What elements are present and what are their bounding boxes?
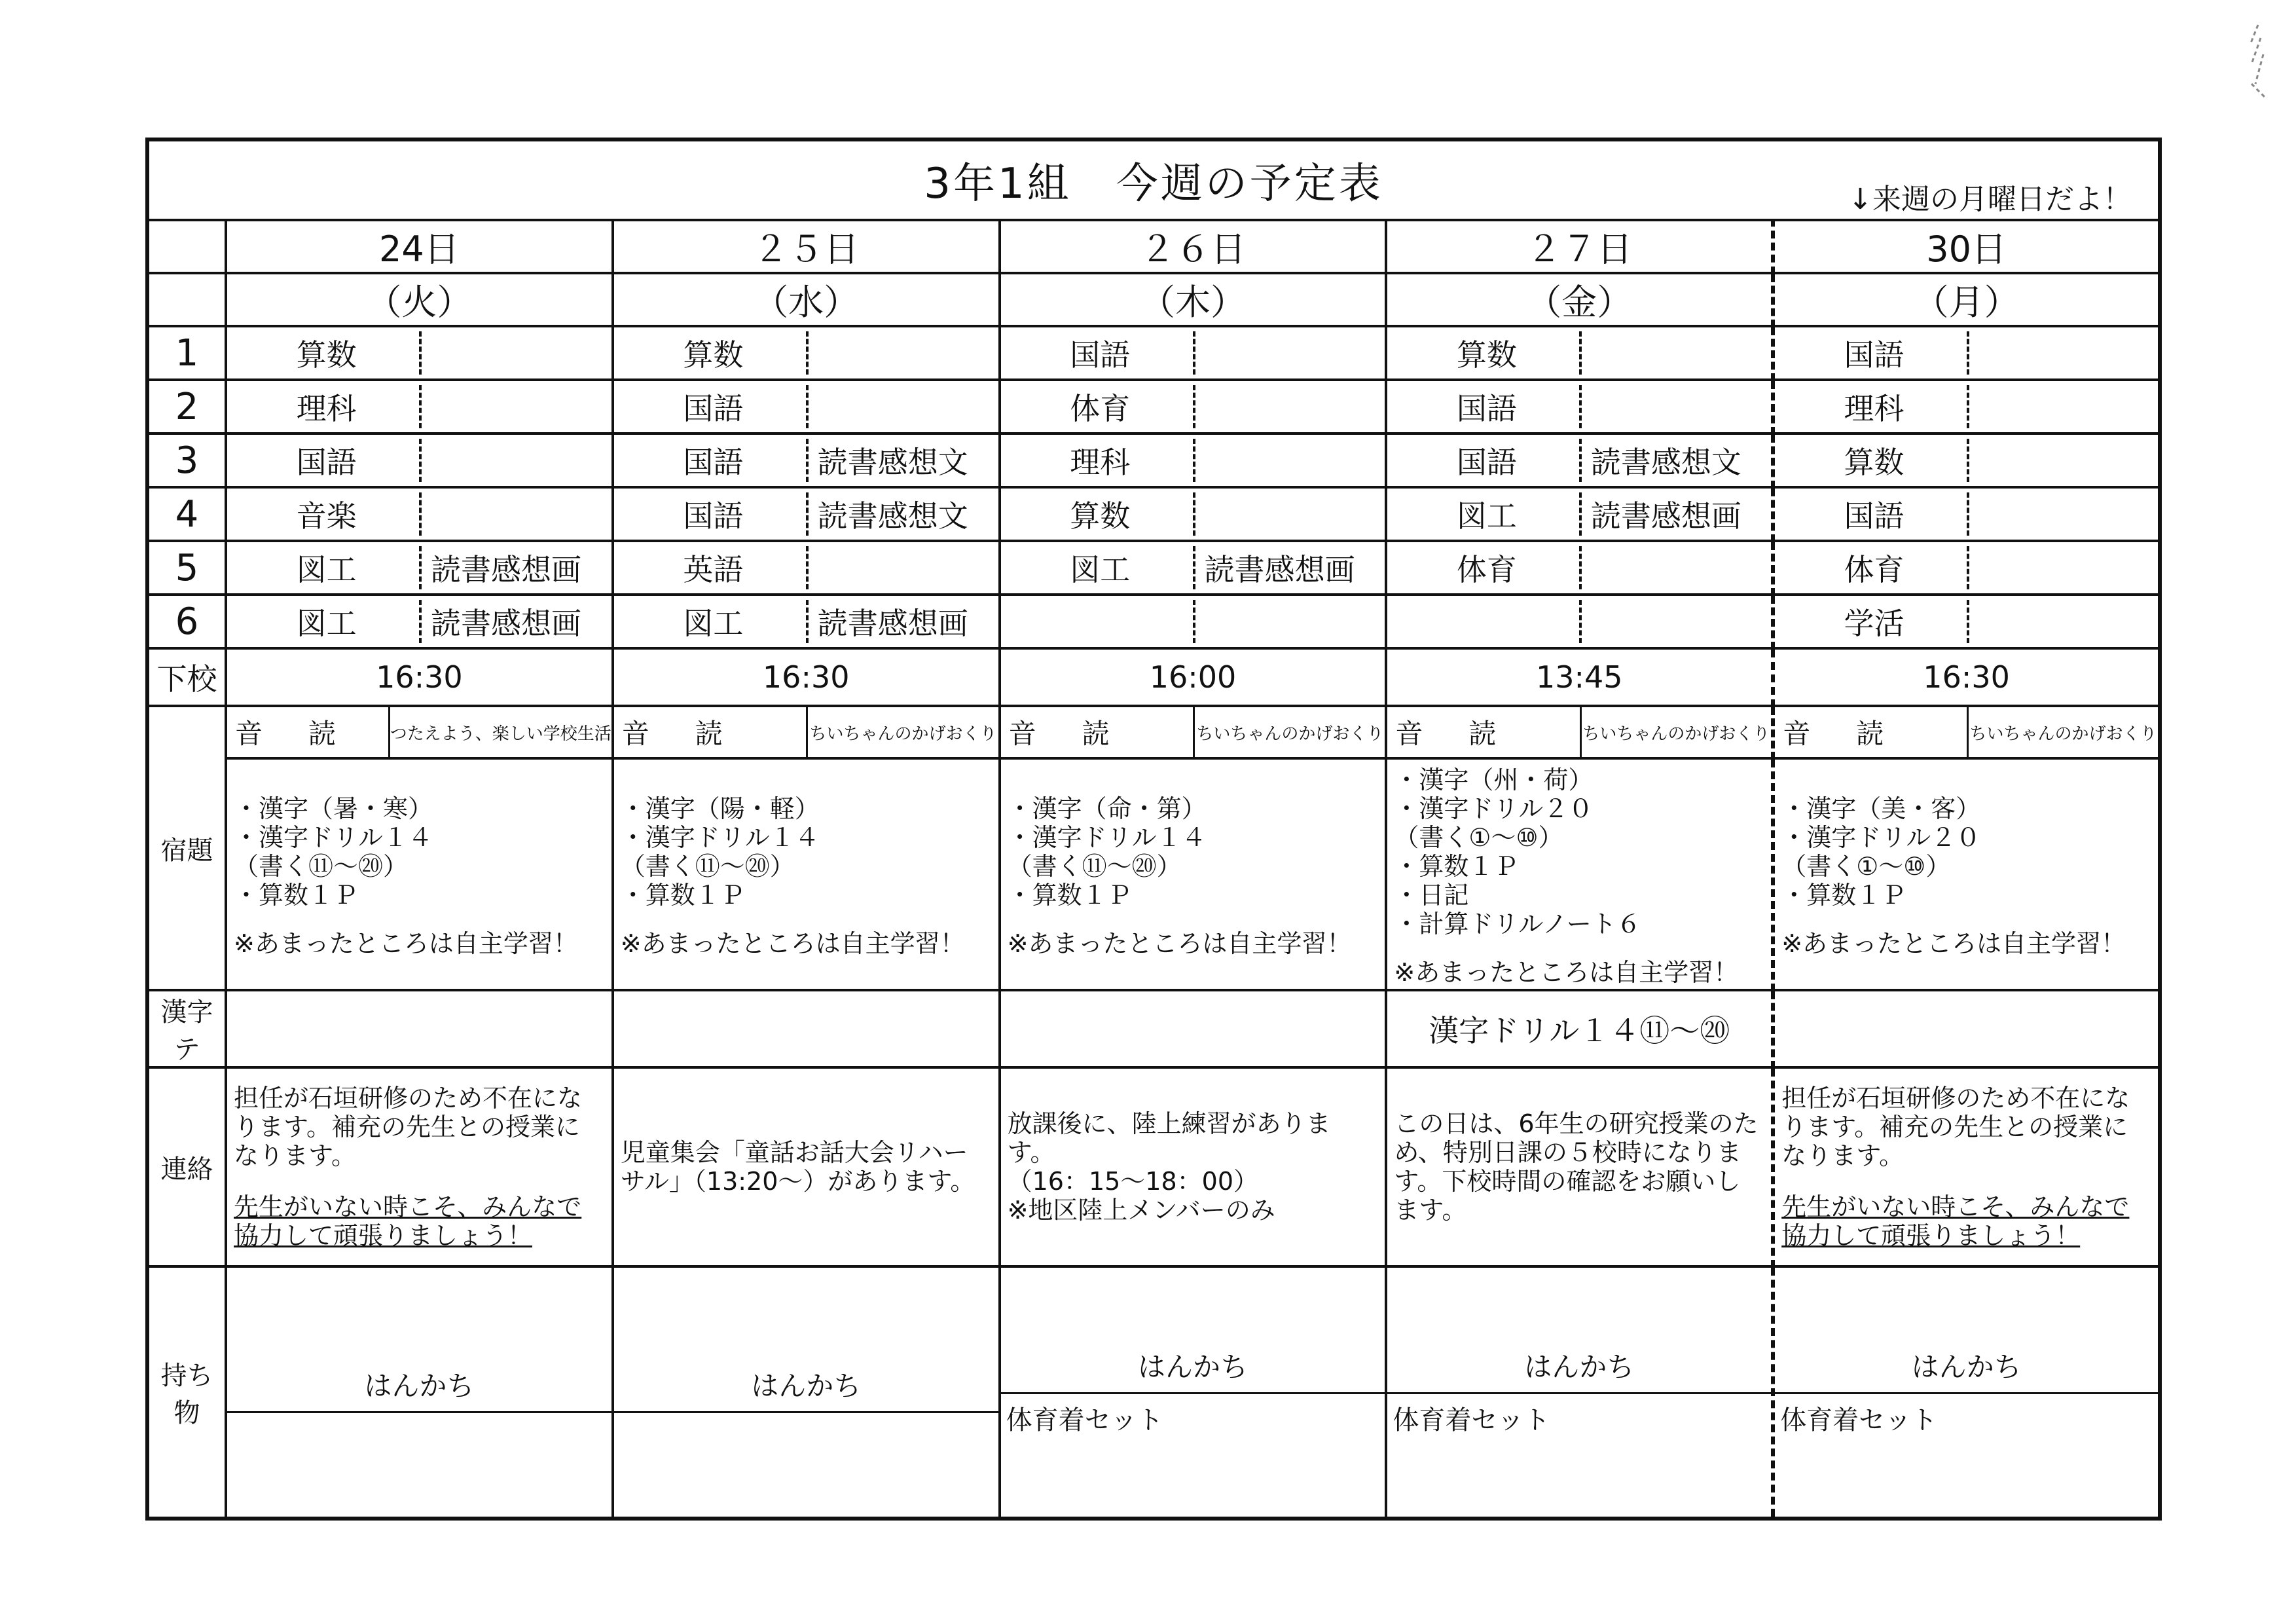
- period-cell: [226, 541, 613, 595]
- subject: 算数: [296, 337, 357, 373]
- date-cell: ２６日: [1000, 220, 1387, 273]
- kanji-test-cell: [226, 990, 613, 1067]
- ondoku-cell: [1773, 706, 2160, 758]
- subject: 国語: [683, 391, 744, 426]
- homework-cell: [1773, 758, 2160, 990]
- subject: 英語: [683, 552, 744, 587]
- period-cell: [1000, 595, 1387, 648]
- cell-divider: [1193, 331, 1195, 375]
- message-line: この日は、6年生の研究授業のため、特別日課の５校時になります。下校時間の確認をお願いします。: [1394, 1109, 1758, 1225]
- homework-note: ※あまったところは自主学習！: [1007, 929, 1352, 958]
- subject: 国語: [1456, 445, 1517, 480]
- cell-divider: [1579, 600, 1582, 643]
- subject-note: 読書感想画: [1590, 498, 1741, 534]
- homework-item: ・計算ドリルノート６: [1394, 910, 1641, 938]
- homework-label: 宿題: [147, 706, 226, 990]
- date-cell: ２５日: [613, 220, 1000, 273]
- weekday-cell: （金）: [1386, 273, 1773, 326]
- belongings-cell: [1773, 1266, 2160, 1519]
- homework-item: ・漢字（命・第）: [1007, 794, 1207, 823]
- period-cell: [613, 326, 1000, 380]
- ondoku-label: 音 読: [1387, 707, 1581, 757]
- period-cell: [1386, 326, 1773, 380]
- period-cell: [1000, 380, 1387, 434]
- period-cell: [1386, 434, 1773, 487]
- period-rows: [147, 326, 2160, 648]
- period-cell: [1386, 541, 1773, 595]
- subject: 体育: [1070, 391, 1131, 426]
- cell-divider: [806, 331, 809, 375]
- belongings-cell: [613, 1266, 1000, 1519]
- dismissal-time: 13:45: [1386, 648, 1773, 706]
- cell-divider: [1579, 546, 1582, 589]
- homework-item: （書く①～⑩）: [1781, 852, 1951, 881]
- kanji-test-cell: [1000, 990, 1387, 1067]
- belongings-handkerchief: はんかち: [227, 1361, 611, 1413]
- cell-divider: [419, 385, 422, 428]
- homework-item: （書く⑪～⑳）: [620, 852, 795, 881]
- period-cell: [1773, 541, 2160, 595]
- homework-item: ・漢字ドリル１４: [234, 823, 433, 852]
- period-cell: [226, 434, 613, 487]
- cell-divider: [419, 600, 422, 643]
- message-cell: [226, 1067, 613, 1266]
- period-cell: [226, 380, 613, 434]
- homework-note: ※あまったところは自主学習！: [1781, 929, 2126, 958]
- weekly-schedule-table: [145, 138, 2162, 1521]
- message-line: （16：15～18：00）: [1007, 1167, 1259, 1196]
- cell-divider: [1193, 439, 1195, 482]
- subject: 体育: [1456, 552, 1517, 587]
- ondoku-title: つたえよう、楽しい学校生活: [390, 724, 611, 744]
- homework-note: ※あまったところは自主学習！: [620, 929, 965, 958]
- kanji-test-cell: [613, 990, 1000, 1067]
- subject: 図工: [296, 552, 357, 587]
- cell-divider: [1967, 546, 1969, 589]
- subject: 国語: [683, 445, 744, 480]
- cell-divider: [1193, 600, 1195, 643]
- homework-item: ・算数１Ｐ: [1394, 852, 1519, 881]
- period-cell: [1386, 487, 1773, 541]
- period-cell: [613, 434, 1000, 487]
- page-title: 3年1組 今週の予定表: [924, 160, 1383, 208]
- belongings-items: 体育着セット: [1006, 1405, 1163, 1435]
- period-number: 6: [147, 595, 226, 648]
- dismissal-label: 下校: [147, 648, 226, 706]
- period-number: 1: [147, 326, 226, 380]
- homework-cell: [1000, 758, 1387, 990]
- cell-divider: [806, 492, 809, 536]
- belongings-handkerchief: はんかち: [1775, 1342, 2158, 1394]
- ondoku-cell: [226, 706, 613, 758]
- period-cell: [1000, 541, 1387, 595]
- period-number: 4: [147, 487, 226, 541]
- period-cell: [613, 541, 1000, 595]
- homework-item: （書く①～⑩）: [1394, 823, 1563, 852]
- message-label: 連絡: [147, 1067, 226, 1266]
- homework-item: ・算数１Ｐ: [1781, 881, 1906, 910]
- subject: 音楽: [296, 498, 357, 534]
- period-cell: [1000, 487, 1387, 541]
- cell-divider: [1967, 331, 1969, 375]
- period-cell: [1773, 595, 2160, 648]
- message-cell: [613, 1067, 1000, 1266]
- kanji-test-label: 漢字テ: [147, 990, 226, 1067]
- subject: 体育: [1844, 552, 1904, 587]
- ondoku-label: 音 読: [227, 707, 390, 757]
- cell-divider: [1193, 385, 1195, 428]
- homework-item: （書く⑪～⑳）: [234, 852, 409, 881]
- subject-note: 読書感想画: [431, 552, 581, 587]
- cell-divider: [806, 546, 809, 589]
- dismissal-time: 16:30: [613, 648, 1000, 706]
- period-cell: [226, 487, 613, 541]
- period-cell: [1773, 434, 2160, 487]
- period-cell: [1773, 380, 2160, 434]
- weekday-cell: （火）: [226, 273, 613, 326]
- homework-item: ・漢字ドリル１４: [620, 823, 820, 852]
- message-line: ※地区陸上メンバーのみ: [1007, 1196, 1275, 1225]
- ondoku-label: 音 読: [1001, 707, 1195, 757]
- message-line: 児童集会「童話お話大会リハーサル」（13:20～）があります。: [620, 1138, 975, 1196]
- subject-note: 読書感想画: [431, 606, 581, 641]
- period-cell: [613, 380, 1000, 434]
- period-cell: [1000, 434, 1387, 487]
- period-cell: [226, 326, 613, 380]
- cell-divider: [419, 439, 422, 482]
- cell-divider: [419, 492, 422, 536]
- period-cell: [613, 487, 1000, 541]
- ondoku-title: ちいちゃんのかげおくり: [809, 724, 997, 744]
- period-number: 5: [147, 541, 226, 595]
- subject: 国語: [683, 498, 744, 534]
- schedule-sheet: [145, 138, 2162, 1513]
- period-number: 3: [147, 434, 226, 487]
- period-cell: [613, 595, 1000, 648]
- cell-divider: [1579, 439, 1582, 482]
- date-cell: 24日: [226, 220, 613, 273]
- belongings-cell: [1000, 1266, 1387, 1519]
- belongings-handkerchief: はんかち: [614, 1361, 998, 1413]
- homework-item: ・漢字（陽・軽）: [620, 794, 820, 823]
- period-cell: [1773, 487, 2160, 541]
- cell-divider: [1967, 600, 1969, 643]
- homework-note: ※あまったところは自主学習！: [234, 929, 578, 958]
- subject: 国語: [1844, 337, 1904, 373]
- subject: 図工: [296, 606, 357, 641]
- subject-note: 読書感想文: [1590, 445, 1741, 480]
- homework-item: ・漢字ドリル１４: [1007, 823, 1207, 852]
- weekday-cell: （水）: [613, 273, 1000, 326]
- scan-mark: [2232, 18, 2278, 103]
- subject-note: 読書感想画: [1204, 552, 1355, 587]
- belongings-items: [227, 1413, 611, 1424]
- ondoku-cell: [1000, 706, 1387, 758]
- homework-item: ・漢字（暑・寒）: [234, 794, 433, 823]
- message-cell: [1000, 1067, 1387, 1266]
- ondoku-title: ちいちゃんのかげおくり: [1582, 724, 1770, 744]
- ondoku-cell: [1386, 706, 1773, 758]
- period-cell: [1386, 595, 1773, 648]
- cell-divider: [806, 385, 809, 428]
- cell-divider: [1579, 331, 1582, 375]
- subject: 理科: [296, 391, 357, 426]
- subject: 国語: [1844, 498, 1904, 534]
- cell-divider: [1193, 492, 1195, 536]
- belongings-cell: [1386, 1266, 1773, 1519]
- homework-item: ・漢字（州・荷）: [1394, 766, 1594, 794]
- period-cell: [1386, 380, 1773, 434]
- cell-divider: [1967, 492, 1969, 536]
- message-line: 放課後に、陸上練習があります。: [1007, 1109, 1331, 1167]
- kanji-test-cell: [1773, 990, 2160, 1067]
- message-emphasis: 先生がいない時こそ、みんなで協力して頑張りましょう！: [234, 1192, 582, 1250]
- belongings-items: 体育着セット: [1780, 1405, 1938, 1435]
- period-cell: [1000, 326, 1387, 380]
- cell-divider: [1193, 546, 1195, 589]
- cell-divider: [419, 546, 422, 589]
- subject-note: 読書感想文: [817, 445, 968, 480]
- homework-cell: [613, 758, 1000, 990]
- ondoku-title: ちいちゃんのかげおくり: [1196, 724, 1384, 744]
- cell-divider: [1579, 385, 1582, 428]
- weekday-cell: （月）: [1773, 273, 2160, 326]
- cell-divider: [1967, 439, 1969, 482]
- message-cell: [1773, 1067, 2160, 1266]
- cell-divider: [806, 439, 809, 482]
- period-cell: [226, 595, 613, 648]
- subject-note: 読書感想文: [817, 498, 968, 534]
- subject: 算数: [683, 337, 744, 373]
- dismissal-time: 16:30: [1773, 648, 2160, 706]
- subject: 理科: [1070, 445, 1131, 480]
- belongings-handkerchief: はんかち: [1387, 1342, 1771, 1394]
- message-cell: [1386, 1067, 1773, 1266]
- subject: 国語: [296, 445, 357, 480]
- weekday-cell: （木）: [1000, 273, 1387, 326]
- kanji-test-cell: 漢字ドリル１４⑪～⑳: [1386, 990, 1773, 1067]
- subject: 図工: [1070, 552, 1131, 587]
- subject: 国語: [1456, 391, 1517, 426]
- subject: 算数: [1070, 498, 1131, 534]
- homework-item: ・漢字ドリル２０: [1394, 794, 1594, 823]
- subject: 学活: [1844, 606, 1904, 641]
- message-line: 担任が石垣研修のため不在になります。補充の先生との授業になります。: [1781, 1084, 2130, 1170]
- corner-cell: [147, 273, 226, 326]
- subject: 算数: [1844, 445, 1904, 480]
- belongings-label: 持ち物: [147, 1266, 226, 1519]
- homework-item: ・算数１Ｐ: [620, 881, 745, 910]
- cell-divider: [419, 331, 422, 375]
- corner-cell: [147, 220, 226, 273]
- cell-divider: [1579, 492, 1582, 536]
- belongings-items: [614, 1413, 998, 1424]
- homework-cell: [226, 758, 613, 990]
- homework-item: ・算数１Ｐ: [1007, 881, 1132, 910]
- ondoku-cell: [613, 706, 1000, 758]
- ondoku-label: 音 読: [1775, 707, 1969, 757]
- homework-item: ・漢字ドリル２０: [1781, 823, 1981, 852]
- date-cell: 30日: [1773, 220, 2160, 273]
- homework-item: （書く⑪～⑳）: [1007, 852, 1182, 881]
- belongings-handkerchief: はんかち: [1001, 1342, 1385, 1394]
- cell-divider: [806, 600, 809, 643]
- subject: 図工: [1456, 498, 1517, 534]
- dismissal-time: 16:30: [226, 648, 613, 706]
- message-emphasis: 先生がいない時こそ、みんなで協力して頑張りましょう！: [1781, 1192, 2130, 1250]
- ondoku-label: 音 読: [614, 707, 809, 757]
- homework-item: ・漢字（美・客）: [1781, 794, 1981, 823]
- homework-cell: [1386, 758, 1773, 990]
- belongings-items: 体育着セット: [1393, 1405, 1550, 1435]
- dismissal-time: 16:00: [1000, 648, 1387, 706]
- date-cell: ２７日: [1386, 220, 1773, 273]
- ondoku-title: ちいちゃんのかげおくり: [1969, 724, 2157, 744]
- homework-note: ※あまったところは自主学習！: [1394, 958, 1739, 987]
- subject: 理科: [1844, 391, 1904, 426]
- subject-note: 読書感想画: [817, 606, 968, 641]
- next-week-note: ↓来週の月曜日だよ！: [1848, 183, 2132, 216]
- period-cell: [1773, 326, 2160, 380]
- homework-item: ・日記: [1394, 881, 1469, 910]
- belongings-cell: [226, 1266, 613, 1519]
- cell-divider: [1967, 385, 1969, 428]
- subject: 図工: [683, 606, 744, 641]
- period-number: 2: [147, 380, 226, 434]
- subject: 算数: [1456, 337, 1517, 373]
- homework-item: ・算数１Ｐ: [234, 881, 359, 910]
- subject: 国語: [1070, 337, 1131, 373]
- message-line: 担任が石垣研修のため不在になります。補充の先生との授業になります。: [234, 1084, 583, 1170]
- title-cell: [147, 139, 2160, 220]
